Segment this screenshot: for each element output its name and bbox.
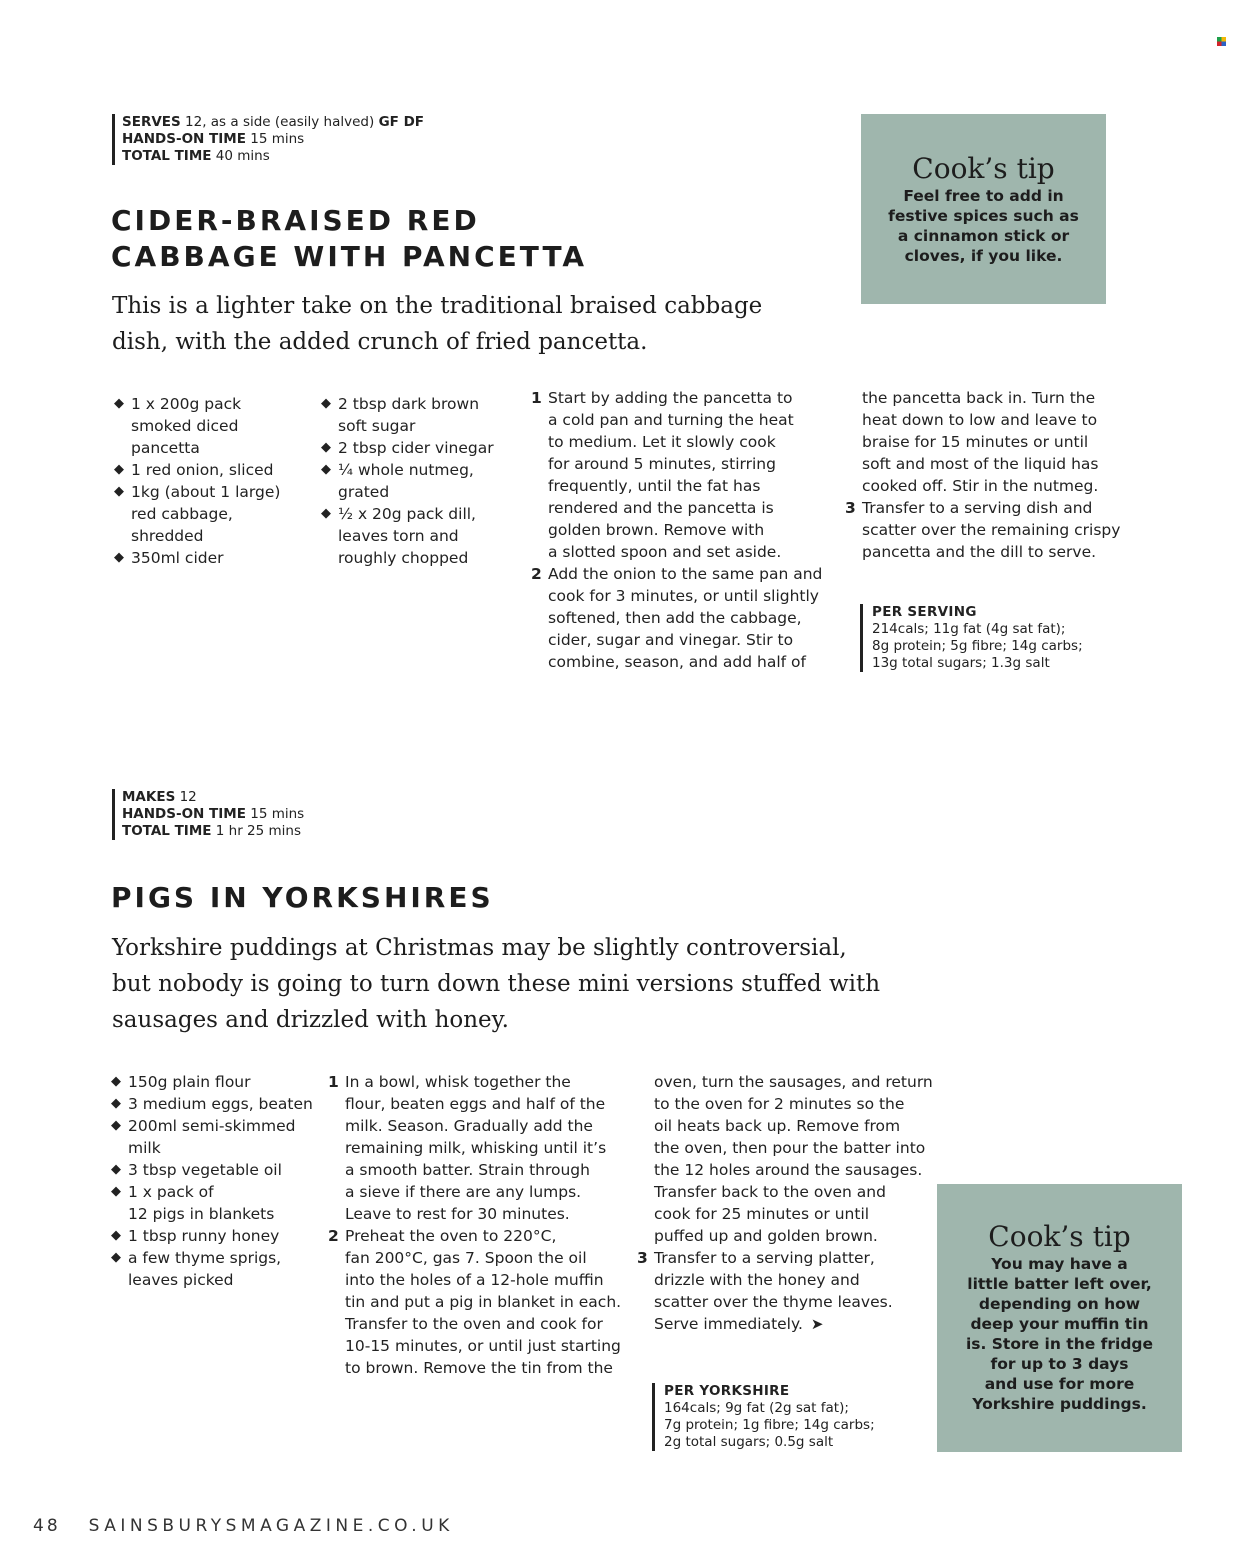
ingredient-line: ◆ 350ml cider — [131, 549, 224, 567]
total-time-line: TOTAL TIME 40 mins — [122, 148, 270, 164]
recipe1-title-line2: CABBAGE WITH PANCETTA — [111, 240, 588, 273]
method-line: the 12 holes around the sausages. — [654, 1161, 923, 1179]
nutrition-line: 13g total sugars; 1.3g salt — [872, 655, 1050, 671]
ingredient-line: grated — [338, 483, 390, 501]
makes-line: MAKES 12 — [122, 789, 197, 805]
cooks-tip-title: Cook’s tip — [912, 152, 1055, 185]
method-step — [531, 563, 841, 673]
nutrition-heading: PER SERVING — [872, 604, 977, 620]
cooks-tip-line: cloves, if you like. — [904, 247, 1063, 265]
method-line: to brown. Remove the tin from the — [345, 1359, 613, 1377]
site-url: SAINSBURYSMAGAZINE.CO.UK — [88, 1516, 454, 1536]
method-line: oil heats back up. Remove from — [654, 1117, 901, 1135]
ingredient-item — [321, 459, 521, 503]
nutrition-heading: PER YORKSHIRE — [664, 1383, 790, 1399]
ingredient-line: ◆ 2 tbsp cider vinegar — [338, 439, 494, 457]
recipe1-intro — [112, 288, 762, 360]
step-number: 3 — [637, 1249, 648, 1267]
nutrition-line: 164cals; 9g fat (2g sat fat); — [664, 1400, 849, 1416]
recipe2-method-col2 — [637, 1071, 937, 1335]
recipe2-title: PIGS IN YORKSHIRES — [111, 881, 494, 914]
ingredient-item — [114, 459, 314, 481]
recipe2-intro — [112, 930, 880, 1038]
hands-on-time-line: HANDS-ON TIME 15 mins — [122, 131, 305, 147]
cooks-tip-line: Feel free to add in — [903, 187, 1064, 205]
method-line: soft and most of the liquid has — [862, 455, 1099, 473]
method-line: Transfer to a serving dish and — [862, 499, 1093, 517]
recipe1-ingredients-col2 — [321, 393, 521, 569]
method-line: puffed up and golden brown. — [654, 1227, 878, 1245]
method-line: golden brown. Remove with — [548, 521, 765, 539]
ingredient-line: ◆ 200ml semi-skimmed — [128, 1117, 296, 1135]
nutrition-line: 7g protein; 1g fibre; 14g carbs; — [664, 1417, 875, 1433]
method-line: braise for 15 minutes or until — [862, 433, 1089, 451]
method-line: scatter over the thyme leaves. — [654, 1293, 893, 1311]
method-step — [531, 387, 841, 563]
method-line: to the oven for 2 minutes so the — [654, 1095, 905, 1113]
ingredient-line: shredded — [131, 527, 204, 545]
method-line: the oven, then pour the batter into — [654, 1139, 926, 1157]
recipe2-ingredients — [111, 1071, 321, 1291]
recipe2-intro-line1: Yorkshire puddings at Christmas may be slightly controversial, — [112, 935, 847, 961]
method-step — [845, 387, 1135, 497]
ingredient-line: ◆ 1 tbsp runny honey — [128, 1227, 280, 1245]
step-number: 2 — [531, 565, 542, 583]
method-line: pancetta and the dill to serve. — [862, 543, 1097, 561]
recipe1-intro-line2: dish, with the added crunch of fried pancetta. — [112, 329, 648, 355]
method-line: cook for 3 minutes, or until slightly — [548, 587, 819, 605]
cooks-tip-line: a cinnamon stick or — [897, 227, 1070, 245]
recipe1-meta — [112, 114, 424, 165]
method-line: Preheat the oven to 220°C, — [345, 1227, 557, 1245]
ingredient-item — [111, 1093, 321, 1115]
method-line: Leave to rest for 30 minutes. — [345, 1205, 570, 1223]
method-line: cider, sugar and vinegar. Stir to — [548, 631, 794, 649]
method-line: heat down to low and leave to — [862, 411, 1098, 429]
ingredient-item — [111, 1247, 321, 1291]
method-line: oven, turn the sausages, and return — [654, 1073, 933, 1091]
method-line: the pancetta back in. Turn the — [862, 389, 1096, 407]
ingredient-item — [114, 393, 314, 459]
recipe1-cooks-tip — [861, 114, 1106, 304]
ingredient-line: ◆ 3 medium eggs, beaten — [128, 1095, 313, 1113]
method-line: flour, beaten eggs and half of the — [345, 1095, 606, 1113]
ingredient-line: ◆ ½ x 20g pack dill, — [338, 505, 476, 523]
ingredient-item — [111, 1159, 321, 1181]
page-number: 48 — [33, 1516, 61, 1536]
method-line: scatter over the remaining crispy — [862, 521, 1121, 539]
hands-on-time-line: HANDS-ON TIME 15 mins — [122, 806, 305, 822]
recipe1-intro-line1: This is a lighter take on the traditional braised cabbage — [112, 293, 763, 319]
step-number: 2 — [328, 1227, 339, 1245]
step-number: 1 — [328, 1073, 339, 1091]
nutrition-line: 214cals; 11g fat (4g sat fat); — [872, 621, 1066, 637]
method-line: for around 5 minutes, stirring — [548, 455, 776, 473]
method-step — [637, 1071, 937, 1247]
ingredient-item — [321, 503, 521, 569]
nutrition-line: 2g total sugars; 0.5g salt — [664, 1434, 834, 1450]
recipe1-title-line1: CIDER-BRAISED RED — [111, 204, 480, 237]
method-step — [328, 1071, 628, 1225]
recipe1-nutrition — [860, 604, 1083, 672]
recipe1-method-col1 — [531, 387, 841, 673]
ingredient-line: red cabbage, — [131, 505, 233, 523]
method-line: Serve immediately. ➤ — [654, 1315, 824, 1333]
method-line: drizzle with the honey and — [654, 1271, 860, 1289]
ingredient-item — [321, 437, 521, 459]
method-line: a smooth batter. Strain through — [345, 1161, 590, 1179]
method-step — [637, 1247, 937, 1335]
nutrition-line: 8g protein; 5g fibre; 14g carbs; — [872, 638, 1083, 654]
recipe2-intro-line2: but nobody is going to turn down these mini versions stuffed with — [112, 971, 881, 997]
serves-line: SERVES 12, as a side (easily halved) GF DF — [122, 114, 424, 130]
ingredient-item — [111, 1181, 321, 1225]
ingredient-item — [111, 1071, 321, 1093]
method-line: a sieve if there are any lumps. — [345, 1183, 582, 1201]
method-line: rendered and the pancetta is — [548, 499, 774, 517]
ingredient-item — [111, 1225, 321, 1247]
ingredient-line: 12 pigs in blankets — [128, 1205, 275, 1223]
method-line: Add the onion to the same pan and — [548, 565, 823, 583]
method-line: In a bowl, whisk together the — [345, 1073, 571, 1091]
cooks-tip-line: little batter left over, — [967, 1275, 1152, 1293]
method-step — [328, 1225, 628, 1379]
ingredient-line: pancetta — [131, 439, 200, 457]
recipe1-method-col2 — [845, 387, 1135, 563]
ingredient-line: ◆ 1kg (about 1 large) — [131, 483, 281, 501]
ingredient-line: ◆ 1 x 200g pack — [131, 395, 242, 413]
recipe2-cooks-tip — [937, 1184, 1182, 1452]
method-line: milk. Season. Gradually add the — [345, 1117, 593, 1135]
recipe1-ingredients-col1 — [114, 393, 314, 569]
cooks-tip-title: Cook’s tip — [988, 1220, 1131, 1253]
ingredient-line: ◆ 150g plain flour — [128, 1073, 251, 1091]
ingredient-item — [114, 481, 314, 547]
ingredient-line: ◆ 2 tbsp dark brown — [338, 395, 480, 413]
ingredient-item — [321, 393, 521, 437]
recipe2-method-col1 — [328, 1071, 628, 1379]
method-line: a cold pan and turning the heat — [548, 411, 794, 429]
step-number: 3 — [845, 499, 856, 517]
cooks-tip-line: is. Store in the fridge — [965, 1335, 1154, 1353]
recipe1-title — [111, 203, 587, 275]
method-line: Transfer back to the oven and — [654, 1183, 886, 1201]
total-time-line: TOTAL TIME 1 hr 25 mins — [122, 823, 302, 839]
recipe2-nutrition — [652, 1383, 875, 1451]
method-line: Transfer to a serving platter, — [654, 1249, 875, 1267]
recipe2-intro-line3: sausages and drizzled with honey. — [112, 1007, 509, 1033]
ingredient-line: ◆ 3 tbsp vegetable oil — [128, 1161, 282, 1179]
cooks-tip-line: festive spices such as — [888, 207, 1079, 225]
cooks-tip-line: Yorkshire puddings. — [972, 1395, 1147, 1413]
method-line: fan 200°C, gas 7. Spoon the oil — [345, 1249, 587, 1267]
cooks-tip-line: and use for more — [984, 1375, 1135, 1393]
method-line: tin and put a pig in blanket in each. — [345, 1293, 622, 1311]
method-line: remaining milk, whisking until it’s — [345, 1139, 607, 1157]
method-line: cook for 25 minutes or until — [654, 1205, 870, 1223]
step-number: 1 — [531, 389, 542, 407]
method-line: softened, then add the cabbage, — [548, 609, 802, 627]
method-step — [845, 497, 1135, 563]
method-line: into the holes of a 12-hole muffin — [345, 1271, 604, 1289]
end-arrow-icon: ➤ — [810, 1315, 824, 1333]
method-line: 10-15 minutes, or until just starting — [345, 1337, 621, 1355]
ingredient-line: ◆ ¼ whole nutmeg, — [338, 461, 474, 479]
ingredient-line: roughly chopped — [338, 549, 469, 567]
color-squares-icon — [1217, 37, 1226, 46]
ingredient-line: ◆ a few thyme sprigs, — [128, 1249, 282, 1267]
ingredient-line: ◆ 1 x pack of — [128, 1183, 214, 1201]
ingredient-line: soft sugar — [338, 417, 416, 435]
ingredient-line: leaves picked — [128, 1271, 234, 1289]
corner-logo-mark — [1217, 31, 1226, 40]
ingredient-item — [111, 1115, 321, 1159]
ingredient-line: smoked diced — [131, 417, 239, 435]
method-line: Start by adding the pancetta to — [548, 389, 793, 407]
cooks-tip-line: You may have a — [991, 1255, 1128, 1273]
page-footer — [33, 1516, 454, 1536]
recipe2-meta — [112, 789, 304, 840]
ingredient-item — [114, 547, 314, 569]
ingredient-line: leaves torn and — [338, 527, 459, 545]
method-line: to medium. Let it slowly cook — [548, 433, 776, 451]
ingredient-line: milk — [128, 1139, 161, 1157]
cooks-tip-line: for up to 3 days — [990, 1355, 1129, 1373]
cooks-tip-line: depending on how — [978, 1295, 1141, 1313]
method-line: frequently, until the fat has — [548, 477, 761, 495]
method-line: Transfer to the oven and cook for — [345, 1315, 603, 1333]
method-line: cooked off. Stir in the nutmeg. — [862, 477, 1099, 495]
ingredient-line: ◆ 1 red onion, sliced — [131, 461, 274, 479]
cooks-tip-line: deep your muffin tin — [970, 1315, 1149, 1333]
method-line: combine, season, and add half of — [548, 653, 806, 671]
method-line: a slotted spoon and set aside. — [548, 543, 782, 561]
